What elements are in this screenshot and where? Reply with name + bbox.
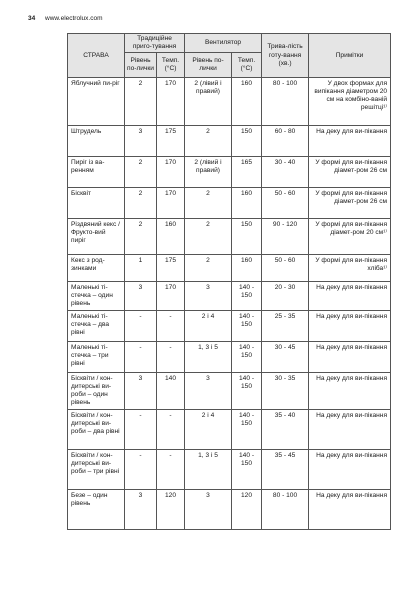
cell-note: На деку для ви-пікання — [309, 311, 391, 342]
cell-fan-level: 2 — [185, 126, 232, 157]
cell-trad-level: - — [125, 410, 157, 450]
cell-time: 60 - 80 — [262, 126, 309, 157]
cell-dish: Штрудель — [68, 126, 125, 157]
cell-fan-temp: 140 - 150 — [232, 282, 262, 311]
cell-dish: Маленькі ті-стечка – три рівні — [68, 342, 125, 373]
cell-time: 50 - 60 — [262, 255, 309, 282]
cell-trad-temp: 170 — [157, 282, 185, 311]
cell-note: У формі для ви-пікання діамет-ром 26 см — [309, 157, 391, 188]
table-row — [68, 255, 391, 282]
cell-fan-temp: 140 - 150 — [232, 311, 262, 342]
cell-trad-level: - — [125, 311, 157, 342]
cell-fan-level: 2 — [185, 219, 232, 255]
page-url: www.electrolux.com — [45, 15, 103, 22]
cell-trad-temp: 175 — [157, 255, 185, 282]
cell-fan-level: 3 — [185, 282, 232, 311]
cell-trad-level: 1 — [125, 255, 157, 282]
cell-dish: Різдвяний кекс / Фрукто-вий пиріг — [68, 219, 125, 255]
cell-dish: Безе – один рівень — [68, 490, 125, 530]
page-number: 34 — [28, 15, 36, 22]
cell-fan-temp: 160 — [232, 188, 262, 219]
baking-table — [67, 33, 391, 530]
cell-fan-level: 1, 3 і 5 — [185, 342, 232, 373]
table-row — [68, 311, 391, 342]
cell-fan-temp: 140 - 150 — [232, 410, 262, 450]
cell-fan-temp: 140 - 150 — [232, 450, 262, 490]
cell-fan-level: 2 (лівий і правий) — [185, 157, 232, 188]
page-header — [28, 15, 102, 22]
cell-fan-level: 3 — [185, 490, 232, 530]
cell-note: У двох формах для випікання діаметром 20 см на комбіно-ваній решітці¹⁾ — [309, 78, 391, 126]
cell-note: На деку для ви-пікання — [309, 373, 391, 410]
cell-dish: Маленькі ті-стечка – один рівень — [68, 282, 125, 311]
cell-trad-temp: - — [157, 311, 185, 342]
table-row — [68, 157, 391, 188]
cell-time: 35 - 40 — [262, 410, 309, 450]
cell-fan-level: 3 — [185, 373, 232, 410]
table-row — [68, 282, 391, 311]
cell-dish: Бісквіти / кон-дитерські ви-роби – один рівень — [68, 373, 125, 410]
cell-trad-level: 3 — [125, 126, 157, 157]
trad-temp-header: Темп. (°C) — [157, 53, 185, 78]
cell-fan-level: 2 і 4 — [185, 311, 232, 342]
cell-trad-level: - — [125, 342, 157, 373]
cell-trad-temp: 170 — [157, 188, 185, 219]
cell-note: На деку для ви-пікання — [309, 342, 391, 373]
cell-trad-temp: 140 — [157, 373, 185, 410]
cell-time: 30 - 40 — [262, 157, 309, 188]
cell-trad-temp: - — [157, 450, 185, 490]
fan-level-header: Рівень по-лички — [185, 53, 232, 78]
cell-fan-temp: 140 - 150 — [232, 373, 262, 410]
col-duration-header: Трива-лість готу-вання (хв.) — [262, 34, 309, 78]
cell-time: 25 - 35 — [262, 311, 309, 342]
table-row — [68, 219, 391, 255]
cell-trad-temp: - — [157, 410, 185, 450]
table-row — [68, 490, 391, 530]
table-row — [68, 450, 391, 490]
cell-trad-level: 2 — [125, 78, 157, 126]
cell-time: 50 - 60 — [262, 188, 309, 219]
cell-time: 30 - 35 — [262, 373, 309, 410]
cell-trad-temp: - — [157, 342, 185, 373]
cell-trad-level: 2 — [125, 219, 157, 255]
cell-note: На деку для ви-пікання — [309, 490, 391, 530]
cell-trad-level: 3 — [125, 282, 157, 311]
table-row — [68, 342, 391, 373]
cell-note: У формі для ви-пікання хліба¹⁾ — [309, 255, 391, 282]
fan-temp-header: Темп. (°C) — [232, 53, 262, 78]
cell-fan-temp: 165 — [232, 157, 262, 188]
table-row — [68, 126, 391, 157]
cell-note: На деку для ви-пікання — [309, 410, 391, 450]
cell-fan-level: 2 — [185, 255, 232, 282]
cell-fan-temp: 160 — [232, 255, 262, 282]
table-row — [68, 410, 391, 450]
cell-dish: Пиріг із ва-ренням — [68, 157, 125, 188]
cell-fan-level: 2 (лівий і правий) — [185, 78, 232, 126]
cell-note: У формі для ви-пікання діамет-ром 20 см¹⁾ — [309, 219, 391, 255]
cell-dish: Бісквіти / кон-дитерські ви-роби – три рівні — [68, 450, 125, 490]
cell-trad-temp: 160 — [157, 219, 185, 255]
cell-time: 35 - 45 — [262, 450, 309, 490]
cell-trad-level: 3 — [125, 490, 157, 530]
col-dish-header: СТРАВА — [68, 34, 125, 78]
cell-fan-temp: 150 — [232, 126, 262, 157]
table-row — [68, 188, 391, 219]
cell-trad-level: 2 — [125, 157, 157, 188]
cell-trad-level: 3 — [125, 373, 157, 410]
trad-level-header: Рівень по-лички — [125, 53, 157, 78]
cell-trad-temp: 170 — [157, 78, 185, 126]
cell-fan-temp: 140 - 150 — [232, 342, 262, 373]
cell-dish: Кекс з род-зинками — [68, 255, 125, 282]
cell-trad-temp: 170 — [157, 157, 185, 188]
cell-trad-temp: 120 — [157, 490, 185, 530]
cell-note: У формі для ви-пікання діамет-ром 26 см — [309, 188, 391, 219]
cell-time: 80 - 100 — [262, 490, 309, 530]
cell-trad-level: - — [125, 450, 157, 490]
cell-fan-level: 2 і 4 — [185, 410, 232, 450]
table-row — [68, 373, 391, 410]
cell-note: На деку для ви-пікання — [309, 126, 391, 157]
cell-time: 90 - 120 — [262, 219, 309, 255]
cell-note: На деку для ви-пікання — [309, 282, 391, 311]
cell-fan-level: 1, 3 і 5 — [185, 450, 232, 490]
cell-fan-temp: 150 — [232, 219, 262, 255]
cell-trad-temp: 175 — [157, 126, 185, 157]
table-row — [68, 78, 391, 126]
cell-note: На деку для ви-пікання — [309, 450, 391, 490]
traditional-group-header: Традиційне приго-тування — [125, 34, 185, 53]
fan-group-header: Вентилятор — [185, 34, 262, 53]
cell-time: 20 - 30 — [262, 282, 309, 311]
cell-fan-temp: 160 — [232, 78, 262, 126]
cell-dish: Бісквіти / кон-дитерські ви-роби – два рівні — [68, 410, 125, 450]
cell-trad-level: 2 — [125, 188, 157, 219]
cell-dish: Бісквіт — [68, 188, 125, 219]
cell-fan-level: 2 — [185, 188, 232, 219]
cell-time: 80 - 100 — [262, 78, 309, 126]
col-notes-header: Примітки — [309, 34, 391, 78]
cell-dish: Маленькі ті-стечка – два рівні — [68, 311, 125, 342]
cell-dish: Яблучний пи-ріг — [68, 78, 125, 126]
cell-time: 30 - 45 — [262, 342, 309, 373]
cell-fan-temp: 120 — [232, 490, 262, 530]
